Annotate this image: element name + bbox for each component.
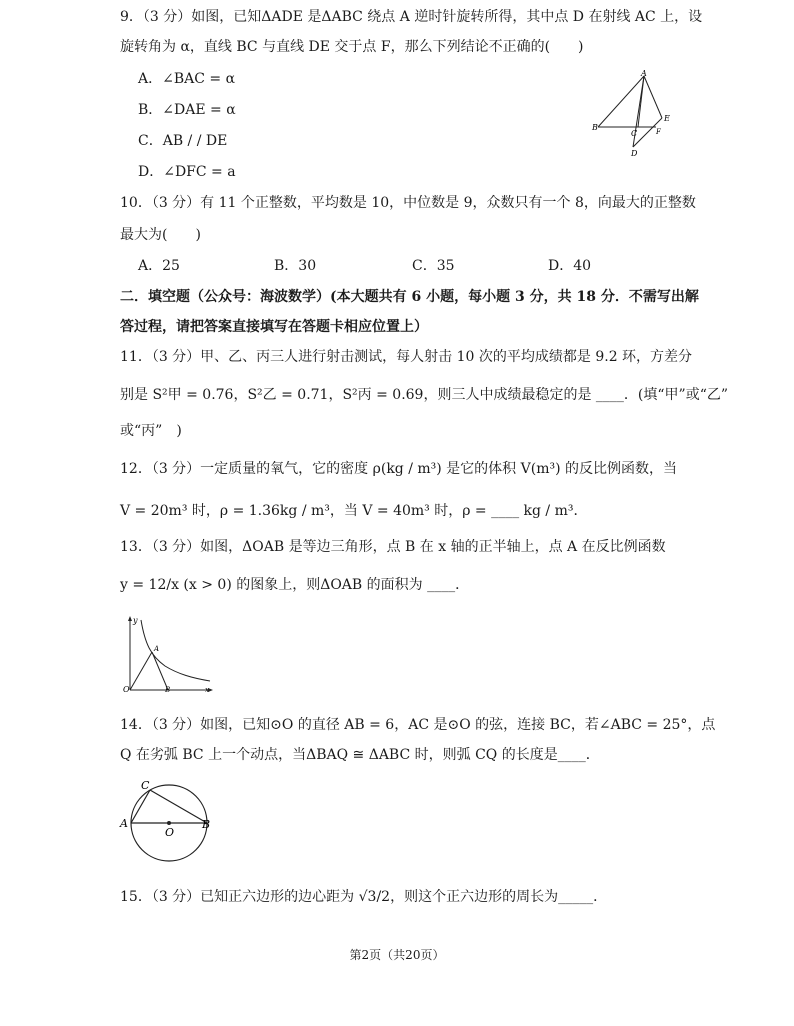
q9-label-c: C bbox=[631, 129, 638, 138]
q14-label-b: B bbox=[202, 818, 211, 831]
q13-label-x: x bbox=[205, 686, 209, 694]
q13-label-b: B bbox=[165, 686, 171, 694]
q12-line-1: 12．（3 分）一定质量的氧气，它的密度 ρ(kg / m³) 是它的体积 V(m³) 的反比例函数，当 bbox=[120, 461, 677, 477]
q14-label-c: C bbox=[141, 779, 150, 792]
q15-line-1: 15．（3 分）已知正六边形的边心距为 √3/2，则这个正六边形的周长为_____． bbox=[120, 889, 608, 905]
q13-line-2: y = 12/x (x > 0) 的图象上，则ΔOAB 的面积为 ____． bbox=[120, 577, 470, 593]
q11-line-2: 别是 S²甲 = 0.76，S²乙 = 0.71，S²丙 = 0.69，则三人中成绩最稳定的是 ____．(填“甲”或“乙” bbox=[120, 387, 729, 403]
q9-option-d: D．∠DFC = a bbox=[138, 164, 236, 180]
q9-label-a: A bbox=[641, 69, 647, 78]
q10-line-1: 10．（3 分）有 11 个正整数，平均数是 10，中位数是 9，众数只有一个 8，向最大的正整数 bbox=[120, 195, 696, 211]
q11-line-1: 11．（3 分）甲、乙、丙三人进行射击测试，每人射击 10 次的平均成绩都是 9.2 环，方差分 bbox=[120, 349, 693, 365]
q14-circle-figure bbox=[118, 776, 216, 864]
q9-label-b: B bbox=[592, 123, 598, 132]
q9-option-c: C．AB / / DE bbox=[138, 133, 228, 149]
q9-triangle-figure bbox=[588, 69, 678, 158]
q9-label-e: E bbox=[664, 114, 670, 123]
q10-option-d: D．40 bbox=[548, 258, 592, 274]
q12-line-2: V = 20m³ 时，ρ = 1.36kg / m³，当 V = 40m³ 时，ρ = ____ kg / m³． bbox=[120, 503, 588, 519]
q10-option-a: A．25 bbox=[138, 258, 180, 274]
q10-option-c: C．35 bbox=[412, 258, 455, 274]
q14-label-a: A bbox=[120, 817, 128, 830]
q9-label-d: D bbox=[631, 149, 638, 158]
q14-line-1: 14．（3 分）如图，已知⊙O 的直径 AB = 6，AC 是⊙O 的弦，连接 BC，若∠ABC = 25°，点 bbox=[120, 717, 716, 733]
q13-graph-figure bbox=[120, 614, 216, 696]
q9-option-b: B．∠DAE = α bbox=[138, 102, 236, 118]
q14-line-2: Q 在劣弧 BC 上一个动点，当ΔBAQ ≅ ΔABC 时，则弧 CQ 的长度是____． bbox=[120, 747, 600, 763]
section-2-heading-line-1: 二．填空题（公众号：海波数学）(本大题共有 6 小题，每小题 3 分，共 18 分．不需写出解 bbox=[120, 289, 699, 305]
q13-label-o: O bbox=[123, 685, 130, 694]
q9-line-1: 9．（3 分）如图，已知ΔADE 是ΔABC 绕点 A 逆时针旋转所得，其中点 D 在射线 AC 上，设 bbox=[120, 9, 703, 25]
q11-line-3: 或“丙” ) bbox=[120, 423, 182, 439]
page-footer: 第2页（共20页） bbox=[349, 948, 445, 962]
q13-label-a: A bbox=[154, 645, 160, 653]
q9-label-f: F bbox=[656, 128, 661, 136]
q10-line-2: 最大为( ) bbox=[120, 227, 201, 243]
section-2-heading-line-2: 答过程，请把答案直接填写在答题卡相应位置上） bbox=[120, 319, 428, 335]
q10-option-b: B．30 bbox=[274, 258, 317, 274]
q13-label-y: y bbox=[133, 616, 138, 625]
q14-label-o: O bbox=[165, 826, 175, 839]
q9-line-2: 旋转角为 α，直线 BC 与直线 DE 交于点 F，那么下列结论不正确的( ) bbox=[120, 39, 584, 55]
q9-option-a: A．∠BAC = α bbox=[138, 71, 236, 87]
q13-line-1: 13．（3 分）如图，ΔOAB 是等边三角形，点 B 在 x 轴的正半轴上，点 A 在反比例函数 bbox=[120, 539, 666, 555]
